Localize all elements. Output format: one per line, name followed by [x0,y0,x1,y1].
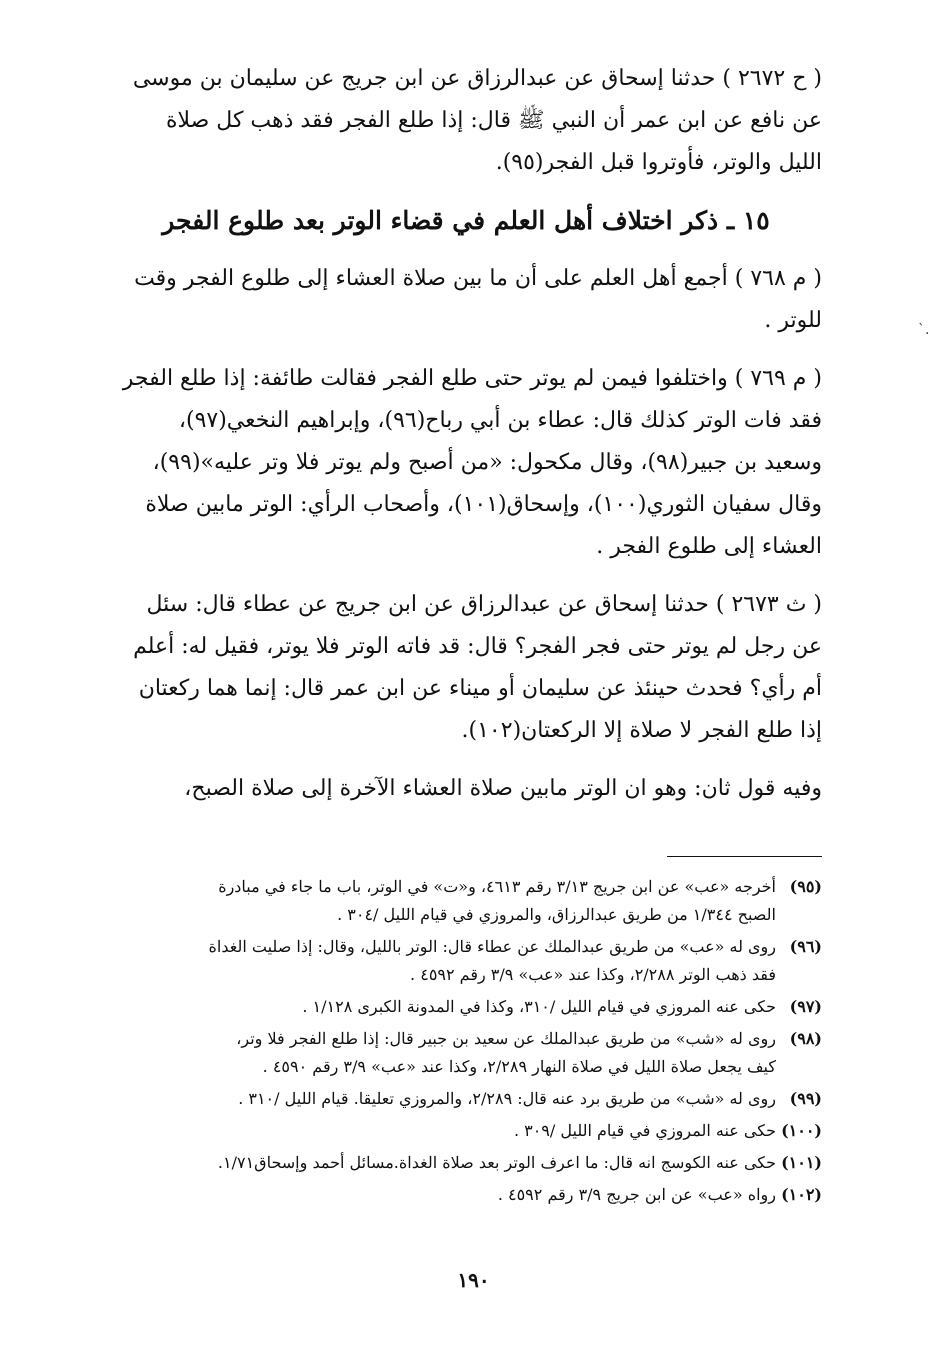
footnote-line: حكى عنه الكوسج انه قال: ما اعرف الوتر بعد صلاة الغداة.مسائل أحمد وإسحاق١/٧١. [217,1153,776,1172]
footnote-101 [110,1149,822,1177]
text-line: وفيه قول ثان: وهو ان الوتر مابين صلاة العشاء الآخرة إلى صلاة الصبح، [184,776,822,801]
footnote-divider [667,856,822,857]
footnote-99 [110,1085,822,1113]
footnote-text [110,933,776,989]
text-line: أم رأي؟ فحدث حينئذ عن سليمان أو ميناء عن ابن عمر قال: إنما هما ركعتان [138,676,822,701]
footnote-number: (١٠١) [781,1153,822,1172]
footnote-line: الصبح ١/٣٤٤ من طريق عبدالرزاق، والمروزي في قيام الليل /٣٠٤ . [337,905,776,924]
text-line: إذا طلع الفجر لا صلاة إلا الركعتان(١٠٢). [461,718,822,743]
section-heading: ١٥ ـ ذكر اختلاف أهل العلم في قضاء الوتر بعد طلوع الفجر [162,206,770,235]
footnote-95 [110,873,822,929]
footnote-line: حكى عنه المروزي في قيام الليل /٣١٠، وكذا في المدونة الكبرى ١/١٢٨ . [302,997,776,1016]
footnote-line: روى له «شب» من طريق برد عنه قال: ٢/٢٨٩، والمروزي تعليقا. قيام الليل /٣١٠ . [238,1089,776,1108]
text-line: فقد فات الوتر كذلك قال: عطاء بن أبي رباح(٩٦)، وإبراهيم النخعي(٩٧)، [178,408,822,433]
footnote-text [110,1025,776,1081]
footnote-line: أخرجه «عب» عن ابن جريج ٣/١٣ رقم ٤٦١٣، و«ت» في الوتر، باب ما جاء في مبادرة [218,877,776,896]
text-line: ( ث ٢٦٧٣ ) حدثنا إسحاق عن عبدالرزاق عن ابن جريج عن عطاء قال: سئل [146,592,822,617]
margin-mark: ˋ. [918,322,930,338]
second-opinion-paragraph [110,768,822,810]
footnote-text [110,1085,776,1113]
text-line: عن نافع عن ابن عمر أن النبي ﷺ قال: إذا طلع الفجر فقد ذهب كل صلاة [165,108,822,133]
text-line: وسعيد بن جبير(٩٨)، وقال مكحول: «من أصبح ولم يوتر فلا وتر عليه»(٩٩)، [152,450,822,475]
footnote-text [110,1117,776,1145]
footnote-number: (٩٨) [789,1029,822,1048]
paragraph-768 [110,258,822,342]
footnote-98 [110,1025,822,1081]
footnote-100 [110,1117,822,1145]
footnote-number: (٩٥) [789,877,822,896]
text-line: الليل والوتر، فأوتروا قبل الفجر(٩٥). [495,150,822,175]
text-line: العشاء إلى طلوع الفجر . [596,534,822,559]
text-line: ( م ٧٦٩ ) واختلفوا فيمن لم يوتر حتى طلع الفجر فقالت طائفة: إذا طلع الفجر [122,366,822,391]
text-line: ( ح ٢٦٧٢ ) حدثنا إسحاق عن عبدالرزاق عن ابن جريج عن سليمان بن موسى [132,66,822,91]
footnote-number: (٩٩) [789,1089,822,1108]
footnote-line: روى له «شب» من طريق عبدالملك عن سعيد بن جبير قال: إذا طلع الفجر فلا وتر، [236,1029,776,1048]
footnote-number: (١٠٢) [781,1185,822,1204]
footnote-102 [110,1181,822,1209]
book-page [110,58,822,1213]
footnote-line: كيف يجعل صلاة الليل في صلاة النهار ٢/٢٨٩، وكذا عند «عب» ٣/٩ رقم ٤٥٩٠ . [262,1057,776,1076]
footnote-text [110,993,776,1021]
footnote-number: (٩٦) [789,937,822,956]
paragraph-769 [110,358,822,568]
footnote-line: فقد ذهب الوتر ٢/٢٨٨، وكذا عند «عب» ٣/٩ رقم ٤٥٩٢ . [410,965,776,984]
footnote-text [110,1181,776,1209]
footnote-96 [110,933,822,989]
text-line: للوتر . [764,308,822,333]
athar-paragraph-2673 [110,584,822,752]
hadith-paragraph-2672 [110,58,822,184]
text-line: عن رجل لم يوتر حتى فجر الفجر؟ قال: قد فاته الوتر فلا يوتر، فقيل له: أعلم [133,634,822,659]
footnote-number: (١٠٠) [781,1121,822,1140]
text-line: ( م ٧٦٨ ) أجمع أهل العلم على أن ما بين صلاة العشاء إلى طلوع الفجر وقت [134,266,822,291]
footnote-number: (٩٧) [789,997,822,1016]
footnote-line: حكى عنه المروزي في قيام الليل /٣٠٩ . [513,1121,776,1140]
text-line: وقال سفيان الثوري(١٠٠)، وإسحاق(١٠١)، وأصحاب الرأي: الوتر مابين صلاة [145,492,822,517]
footnote-line: روى له «عب» من طريق عبدالملك عن عطاء قال: الوتر بالليل، وقال: إذا صليت الغداة [208,937,776,956]
footnote-97 [110,993,822,1021]
page-number: ١٩٠ [457,1268,490,1292]
footnote-text [110,873,776,929]
footnote-text [110,1149,776,1177]
footnote-line: رواه «عب» عن ابن جريج ٣/٩ رقم ٤٥٩٢ . [497,1185,776,1204]
